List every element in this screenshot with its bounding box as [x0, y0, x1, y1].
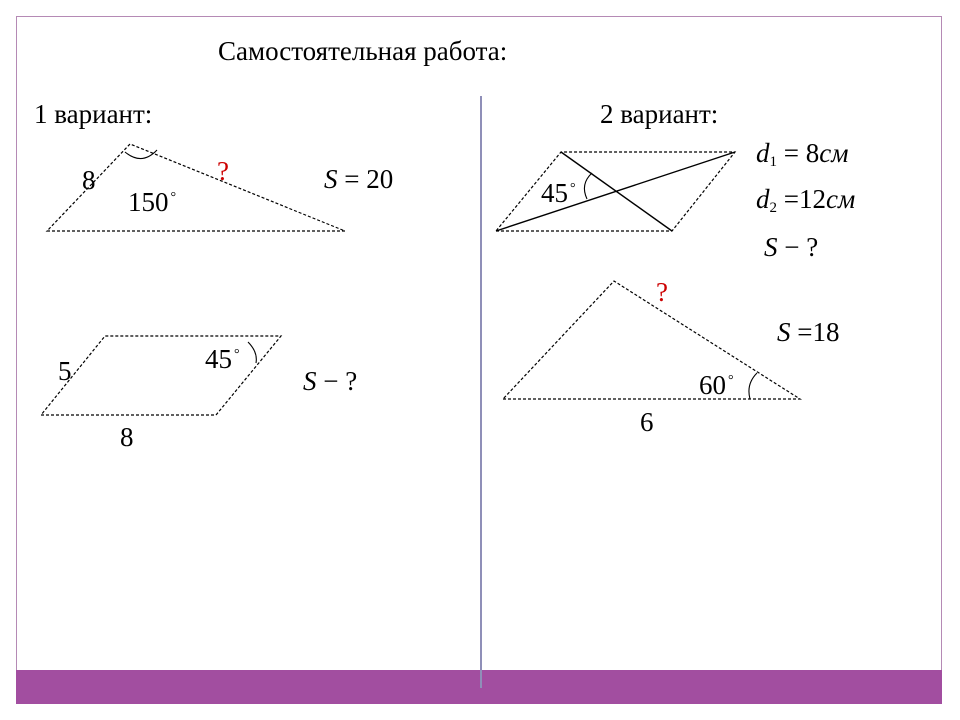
v2-triangle-unknown: ? — [656, 277, 668, 307]
v2-parallelogram-angle-arc-icon — [584, 173, 592, 199]
page-title: Самостоятельная работа: — [218, 36, 508, 66]
v1-parallelogram — [41, 336, 281, 415]
degree-icon: ° — [170, 190, 177, 205]
v1-parallelogram-side-short: 5 — [58, 356, 72, 386]
v1-parallelogram-angle-label: 45 ° — [205, 344, 240, 374]
v1-parallelogram-angle-arc-icon — [248, 342, 256, 363]
v1-triangle-side-label: 8 — [82, 165, 96, 195]
v2-parallelogram-angle-label: 45 ° — [541, 178, 576, 208]
v2-diagonal-2-label: $d_2 =12см$ — [756, 184, 856, 216]
v2-triangle — [503, 277, 800, 399]
v1-triangle-angle-arc-icon — [125, 150, 157, 159]
v2-triangle-angle-arc-icon — [749, 373, 757, 399]
v2-diagonal-1-label: $d_1 = 8см$ — [756, 138, 849, 170]
v2-triangle-area: S =18 — [777, 317, 840, 347]
v1-triangle-area: S = 20 — [324, 164, 394, 194]
v1-parallelogram-area: S − ? — [303, 366, 358, 396]
v2-triangle-angle-label: 60 ° — [699, 370, 734, 400]
degree-icon: ° — [234, 347, 240, 362]
v1-parallelogram-side-long: 8 — [120, 422, 134, 452]
degree-icon: ° — [570, 181, 576, 196]
v2-diagonal-2 — [561, 152, 672, 231]
v1-triangle-angle-label: 150 ° — [128, 187, 177, 217]
variant1-heading: 1 вариант: — [34, 99, 153, 129]
variant2-heading: 2 вариант: — [600, 99, 719, 129]
v2-triangle-base-label: 6 — [640, 407, 654, 437]
degree-icon: ° — [728, 373, 734, 388]
v1-triangle-unknown: ? — [217, 156, 229, 186]
v2-parallelogram-area: S − ? — [764, 232, 819, 262]
